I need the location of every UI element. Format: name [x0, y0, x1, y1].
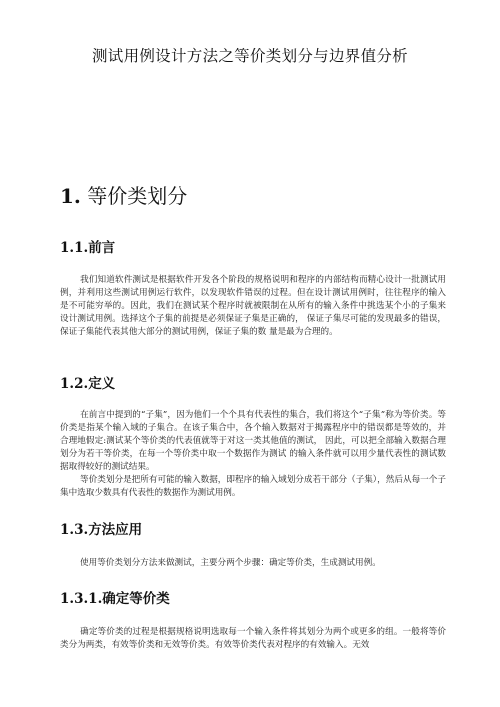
paragraph: [60, 474, 446, 500]
subsection-title: 方法应用: [88, 522, 143, 538]
subsection-heading-1-1: [60, 236, 115, 256]
section-heading-1: [60, 180, 187, 209]
subsection-title: 前言: [88, 240, 116, 256]
subsection-title: 定义: [88, 376, 116, 392]
paragraph-text: 等价类划分是把所有可能的输入数据，即程序的输入域划分成若干部分（子集），然后从每一个子集中选取少数具有代表性的数据作为测试用例。: [60, 475, 446, 498]
paragraph-text: 我们知道软件测试是根据软件开发各个阶段的规格说明和程序的内部结构而精心设计一批测试用例，并利用这些测试用例运行软件，以发现软件错误的过程。但在设计测试用例时，往往程序的输入是不可能穷举的。因此，我们在测试某个程序时就被限制在从所有的输入条件中挑选某个小的子集来设计测试用例。选择这个子集的前提是必须保证子集是正确的， 保证子集尽可能的发现最多的错误，保证子集能代表其他大部分的测试用例，保证子集的数 量是最为合理的。: [60, 275, 446, 337]
subsection-number: 1.3.1.: [60, 591, 103, 607]
paragraph: [60, 409, 446, 474]
paragraph: [60, 274, 446, 339]
subsection-heading-1-3: [60, 518, 142, 538]
subsection-title: 确定等价类: [102, 591, 170, 607]
subsection-number: 1.1.: [60, 240, 89, 256]
paragraph-text: 使用等价类划分方法来做测试，主要分两个步骤：确定等价类，生成测试用例。: [80, 558, 381, 568]
subsection-number: 1.2.: [60, 376, 89, 392]
paragraph: [60, 557, 446, 570]
document-title: 测试用例设计方法之等价类划分与边界值分析: [91, 47, 408, 65]
section-title: 等价类划分: [87, 184, 188, 208]
paragraph-text: 确定等价类的过程是根据规格说明选取每一个输入条件将其划分为两个或更多的组。一般将等价类分为两类，有效等价类和无效等价类。有效等价类代表对程序的有效输入。无效: [60, 627, 446, 650]
subsection-number: 1.3.: [60, 522, 89, 538]
paragraph: [60, 626, 446, 652]
section-number: 1.: [60, 184, 81, 208]
paragraph-text: 在前言中提到的“子集”，因为他们一个个具有代表性的集合，我们将这个“子集”称为等价类。等价类是指某个输入域的子集合。在该子集合中，各个输入数据对于揭露程序中的错误都是等效的，并合理地假定:测试某个等价类的代表值就等于对这一类其他值的测试， 因此，可以把全部输入数据合理划分为若干等价类，在每一个等价类中取一个数据作为测试 的输入条件就可以用少量代表性的测试数据取得较好的测试结果。: [60, 410, 446, 472]
subsection-heading-1-3-1: [60, 587, 170, 607]
subsection-heading-1-2: [60, 372, 115, 392]
